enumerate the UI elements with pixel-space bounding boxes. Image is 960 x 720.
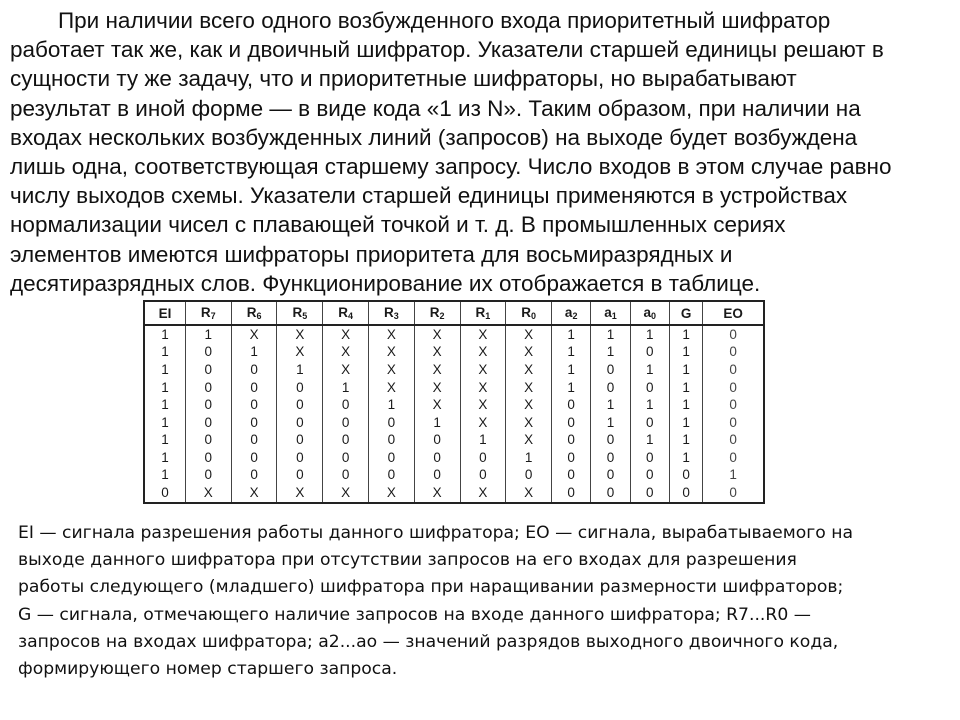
table-cell: 0: [703, 379, 764, 397]
table-cell: X: [506, 432, 552, 450]
table-cell: 0: [323, 396, 369, 414]
table-cell: X: [368, 361, 414, 379]
table-cell: 0: [591, 379, 630, 397]
table-cell: 0: [231, 467, 277, 485]
table-cell: 0: [703, 344, 764, 362]
table-cell: 0: [185, 432, 231, 450]
intro-line: десятиразрядных слов. Функционирование их отображается в таблице.: [10, 270, 761, 296]
table-row: [144, 449, 764, 467]
table-cell: 0: [552, 467, 591, 485]
table-cell: 1: [460, 432, 506, 450]
table-cell: 0: [368, 467, 414, 485]
column-header: [552, 301, 591, 325]
table-cell: 0: [703, 449, 764, 467]
table-cell: X: [460, 325, 506, 344]
table-cell: 0: [277, 379, 323, 397]
table-cell: X: [506, 361, 552, 379]
column-header-subscript: 3: [393, 311, 399, 321]
table-cell: 0: [368, 414, 414, 432]
intro-line: работает так же, как и двоичный шифратор. Указатели старшей единицы решают в: [10, 37, 884, 63]
column-header-subscript: 1: [485, 311, 491, 321]
table-cell: 0: [630, 414, 669, 432]
table-cell: 0: [703, 414, 764, 432]
table-cell: X: [460, 379, 506, 397]
table-cell: X: [414, 484, 460, 503]
column-header: [277, 301, 323, 325]
column-header: [144, 301, 185, 325]
table-cell: 0: [669, 467, 702, 485]
column-header: [630, 301, 669, 325]
table-row: [144, 344, 764, 362]
table-cell: X: [368, 344, 414, 362]
table-cell: 0: [231, 379, 277, 397]
column-header-subscript: 1: [611, 311, 617, 321]
column-header-label: a: [643, 305, 651, 320]
table-cell: 1: [277, 361, 323, 379]
table-cell: 0: [231, 361, 277, 379]
intro-line: входах нескольких возбужденных линий (запросов) на выходе будет возбуждена: [10, 124, 858, 150]
table-row: [144, 361, 764, 379]
table-row: [144, 432, 764, 450]
table-cell: 0: [630, 484, 669, 503]
table-cell: X: [277, 484, 323, 503]
table-cell: 0: [552, 396, 591, 414]
table-row: [144, 414, 764, 432]
table-cell: 0: [552, 484, 591, 503]
column-header-label: R: [521, 305, 532, 320]
table-cell: 0: [591, 467, 630, 485]
table-cell: 0: [277, 396, 323, 414]
table-cell: 0: [185, 379, 231, 397]
column-header: [231, 301, 277, 325]
table-cell: X: [368, 484, 414, 503]
table-cell: 0: [630, 449, 669, 467]
table-cell: 0: [185, 361, 231, 379]
table-cell: 1: [552, 325, 591, 344]
column-header: [669, 301, 702, 325]
table-cell: 0: [703, 484, 764, 503]
column-header: [185, 301, 231, 325]
table-cell: 0: [368, 449, 414, 467]
table-cell: 1: [144, 325, 185, 344]
table-cell: 0: [703, 432, 764, 450]
table-cell: X: [323, 361, 369, 379]
table-cell: 1: [591, 396, 630, 414]
intro-line: нормализации чисел с плавающей точкой и т. д. В промышленных сериях: [10, 212, 786, 238]
column-header-subscript: 7: [210, 311, 216, 321]
table-cell: X: [506, 484, 552, 503]
table-cell: 1: [552, 379, 591, 397]
table-cell: 0: [460, 467, 506, 485]
column-header: [591, 301, 630, 325]
column-header-label: a: [604, 305, 612, 320]
table-cell: X: [368, 379, 414, 397]
table-cell: 1: [669, 344, 702, 362]
table-cell: 0: [630, 344, 669, 362]
table-cell: 0: [552, 414, 591, 432]
table-cell: X: [506, 396, 552, 414]
table-cell: 1: [630, 396, 669, 414]
intro-paragraph: [10, 6, 950, 298]
table-cell: 1: [669, 396, 702, 414]
column-header-label: R: [429, 305, 440, 320]
table-cell: 0: [185, 449, 231, 467]
table-cell: X: [323, 344, 369, 362]
table-cell: 0: [506, 467, 552, 485]
table-cell: X: [231, 484, 277, 503]
column-header-label: R: [246, 305, 257, 320]
table-row: [144, 325, 764, 344]
table-cell: X: [368, 325, 414, 344]
column-header-label: R: [475, 305, 486, 320]
table-cell: 0: [231, 396, 277, 414]
table-cell: 0: [231, 432, 277, 450]
table-cell: 0: [414, 449, 460, 467]
table-cell: X: [506, 325, 552, 344]
table-cell: X: [506, 344, 552, 362]
table-cell: 0: [368, 432, 414, 450]
table-cell: 1: [669, 449, 702, 467]
table-cell: X: [506, 414, 552, 432]
table-cell: 0: [323, 449, 369, 467]
intro-line: При наличии всего одного возбужденного входа приоритетный шифратор: [58, 8, 831, 33]
column-header-subscript: 0: [651, 311, 657, 321]
table-cell: X: [277, 325, 323, 344]
table-cell: 1: [414, 414, 460, 432]
table-cell: 0: [231, 449, 277, 467]
table-cell: X: [323, 484, 369, 503]
table-cell: 1: [630, 325, 669, 344]
table-cell: 1: [669, 432, 702, 450]
table-cell: 1: [185, 325, 231, 344]
table-cell: 1: [591, 414, 630, 432]
table-cell: 1: [669, 379, 702, 397]
table-cell: 0: [630, 379, 669, 397]
table-cell: 1: [144, 344, 185, 362]
table-cell: 0: [552, 432, 591, 450]
table-cell: 0: [323, 414, 369, 432]
intro-line: результат в иной форме — в виде кода «1 из N». Таким образом, при наличии на: [10, 95, 861, 121]
table-cell: 1: [144, 449, 185, 467]
column-header-subscript: 4: [347, 311, 353, 321]
column-header-subscript: 0: [531, 311, 537, 321]
table-cell: 0: [460, 449, 506, 467]
table-cell: 0: [185, 414, 231, 432]
table-cell: 0: [277, 432, 323, 450]
column-header-subscript: 2: [439, 311, 445, 321]
table-cell: 0: [703, 361, 764, 379]
column-header: [460, 301, 506, 325]
column-header-subscript: 5: [302, 311, 308, 321]
table-cell: X: [414, 379, 460, 397]
table-cell: 1: [669, 414, 702, 432]
column-header-label: R: [200, 305, 211, 320]
table-cell: 0: [144, 484, 185, 503]
table-cell: 1: [144, 396, 185, 414]
table-cell: X: [460, 344, 506, 362]
table-cell: X: [460, 484, 506, 503]
column-header-label: R: [338, 305, 348, 320]
column-header-label: G: [680, 305, 692, 321]
table-cell: 0: [185, 467, 231, 485]
column-header: [506, 301, 552, 325]
table-cell: 1: [144, 379, 185, 397]
table-cell: 0: [277, 449, 323, 467]
table-cell: 0: [277, 467, 323, 485]
table-cell: 1: [144, 414, 185, 432]
table-cell: 1: [368, 396, 414, 414]
table-cell: 0: [669, 484, 702, 503]
table-cell: X: [414, 325, 460, 344]
table-cell: 0: [323, 432, 369, 450]
table-cell: 1: [703, 467, 764, 485]
table-cell: X: [460, 396, 506, 414]
table-cell: 1: [231, 344, 277, 362]
intro-line: лишь одна, соответствующая старшему запросу. Число входов в этом случае равно: [10, 154, 892, 180]
priority-encoder-truth-table: [143, 300, 765, 504]
column-header-label: R: [383, 305, 394, 320]
intro-line: числу выходов схемы. Указатели старшей единицы применяются в устройствах: [10, 183, 848, 209]
table-row: [144, 379, 764, 397]
column-header-label: EO: [723, 305, 743, 321]
legend-line: G — сигнала, отмечающего наличие запросов на входе данного шифратора; R7...R0 —: [18, 604, 811, 625]
table-cell: 1: [144, 361, 185, 379]
column-header: [703, 301, 764, 325]
table-cell: 1: [591, 325, 630, 344]
table-cell: X: [231, 325, 277, 344]
table-cell: 1: [323, 379, 369, 397]
table-cell: 1: [630, 361, 669, 379]
table-cell: X: [460, 414, 506, 432]
column-header: [414, 301, 460, 325]
table-cell: 0: [703, 325, 764, 344]
legend-line: выходе данного шифратора при отсутствии запросов на его входах для разрешения: [18, 550, 797, 571]
table-cell: X: [185, 484, 231, 503]
table-cell: X: [414, 344, 460, 362]
legend-line: формирующего номер старшего запроса.: [18, 659, 398, 680]
table-cell: 1: [552, 344, 591, 362]
table-cell: 0: [591, 449, 630, 467]
table-cell: X: [506, 379, 552, 397]
legend-line: работы следующего (младшего) шифратора при наращивании размерности шифраторов;: [18, 577, 844, 598]
table-cell: 1: [552, 361, 591, 379]
table-header-row: [144, 301, 764, 325]
intro-line: элементов имеются шифраторы приоритета для восьмиразрядных и: [10, 241, 733, 267]
column-header-label: EI: [158, 305, 172, 321]
legend-line: запросов на входах шифратора; а2...ао — значений разрядов выходного двоичного кода,: [18, 631, 839, 652]
truth-table-container: [143, 300, 765, 504]
table-cell: 0: [185, 344, 231, 362]
table-cell: 0: [552, 449, 591, 467]
table-cell: 0: [231, 414, 277, 432]
table-cell: X: [277, 344, 323, 362]
column-header-subscript: 6: [256, 311, 262, 321]
table-cell: 0: [591, 432, 630, 450]
column-header: [323, 301, 369, 325]
table-cell: 0: [703, 396, 764, 414]
table-cell: 1: [591, 344, 630, 362]
table-cell: 0: [591, 361, 630, 379]
table-cell: 0: [414, 467, 460, 485]
table-cell: 1: [144, 467, 185, 485]
column-header: [368, 301, 414, 325]
table-cell: 0: [414, 432, 460, 450]
column-header-subscript: 2: [572, 311, 578, 321]
table-cell: 1: [669, 325, 702, 344]
table-cell: 0: [630, 467, 669, 485]
intro-line: сущности ту же задачу, что и приоритетные шифраторы, но вырабатывают: [10, 66, 797, 92]
table-body: [144, 325, 764, 503]
table-cell: 0: [277, 414, 323, 432]
table-cell: 0: [591, 484, 630, 503]
table-row: [144, 484, 764, 503]
table-cell: 1: [144, 432, 185, 450]
table-cell: 0: [323, 467, 369, 485]
table-row: [144, 396, 764, 414]
table-cell: X: [460, 361, 506, 379]
table-cell: 0: [185, 396, 231, 414]
table-cell: 1: [669, 361, 702, 379]
table-cell: 1: [630, 432, 669, 450]
column-header-label: a: [564, 305, 573, 320]
column-header-label: R: [292, 305, 303, 320]
legend-line: EI — сигнала разрешения работы данного шифратора; EO — сигнала, вырабатываемого на: [18, 523, 854, 543]
table-cell: X: [414, 361, 460, 379]
table-cell: X: [414, 396, 460, 414]
table-cell: X: [323, 325, 369, 344]
table-row: [144, 467, 764, 485]
table-cell: 1: [506, 449, 552, 467]
legend-paragraph: [18, 520, 953, 683]
